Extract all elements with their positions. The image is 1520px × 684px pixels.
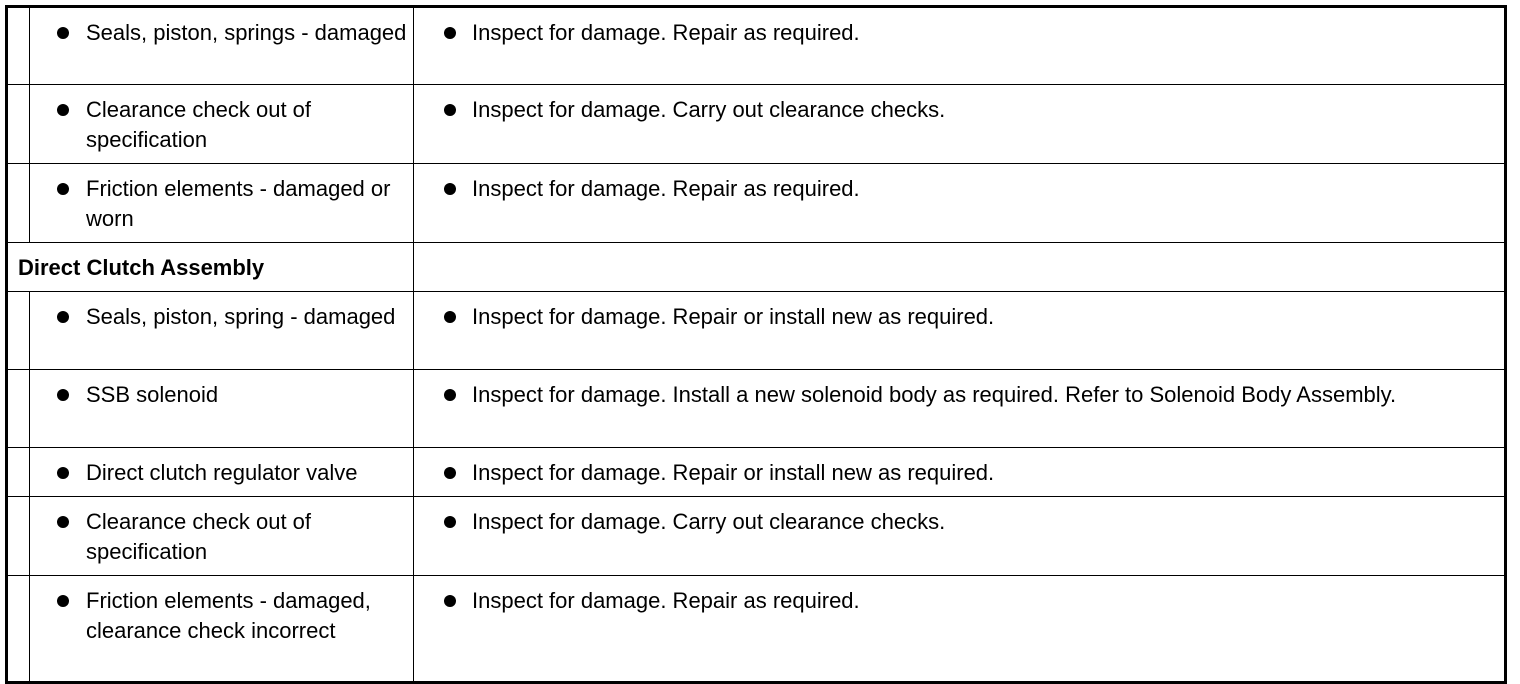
bullet-dot-icon (444, 27, 456, 39)
action-cell (414, 164, 1506, 243)
table-row (7, 164, 1506, 243)
condition-cell (30, 85, 414, 164)
bullet-dot-icon (57, 595, 69, 607)
indent-cell (7, 576, 30, 683)
indent-cell (7, 497, 30, 576)
indent-cell (7, 7, 30, 85)
action-text: Inspect for damage. Repair as required. (472, 588, 860, 613)
bullet-dot-icon (444, 104, 456, 116)
section-header-row (7, 243, 1506, 292)
bullet-dot-icon (57, 389, 69, 401)
condition-cell (30, 497, 414, 576)
table-row (7, 576, 1506, 683)
indent-cell (7, 85, 30, 164)
bullet-dot-icon (444, 516, 456, 528)
action-text: Inspect for damage. Install a new solenoid body as required. Refer to Solenoid Body Assembly. (472, 382, 1397, 407)
condition-cell (30, 370, 414, 448)
condition-text: SSB solenoid (86, 382, 219, 407)
bullet-dot-icon (444, 311, 456, 323)
condition-text: Clearance check out of specification (86, 97, 312, 152)
action-cell (414, 576, 1506, 683)
action-text: Inspect for damage. Repair as required. (472, 20, 860, 45)
action-cell (414, 370, 1506, 448)
indent-cell (7, 370, 30, 448)
action-cell (414, 292, 1506, 370)
table-row (7, 370, 1506, 448)
action-text: Inspect for damage. Carry out clearance checks. (472, 509, 946, 534)
bullet-dot-icon (444, 595, 456, 607)
condition-cell (30, 576, 414, 683)
table-row (7, 292, 1506, 370)
section-title: Direct Clutch Assembly (18, 255, 265, 280)
action-cell (414, 497, 1506, 576)
action-text: Inspect for damage. Repair or install new as required. (472, 460, 995, 485)
bullet-dot-icon (444, 183, 456, 195)
indent-cell (7, 164, 30, 243)
diagnosis-table (5, 5, 1507, 684)
table-row (7, 7, 1506, 85)
section-title-cell (7, 243, 414, 292)
table-row (7, 497, 1506, 576)
condition-cell (30, 164, 414, 243)
action-cell (414, 85, 1506, 164)
condition-cell (30, 448, 414, 497)
action-text: Inspect for damage. Carry out clearance checks. (472, 97, 946, 122)
action-text: Inspect for damage. Repair as required. (472, 176, 860, 201)
table-row (7, 448, 1506, 497)
condition-text: Seals, piston, springs - damaged (86, 20, 407, 45)
action-cell (414, 448, 1506, 497)
action-cell (414, 7, 1506, 85)
action-text: Inspect for damage. Repair or install new as required. (472, 304, 995, 329)
condition-text: Direct clutch regulator valve (86, 460, 358, 485)
bullet-dot-icon (444, 467, 456, 479)
condition-cell (30, 292, 414, 370)
table-row (7, 85, 1506, 164)
condition-text: Clearance check out of specification (86, 509, 312, 564)
bullet-dot-icon (57, 516, 69, 528)
condition-text: Seals, piston, spring - damaged (86, 304, 396, 329)
condition-cell (30, 7, 414, 85)
indent-cell (7, 448, 30, 497)
condition-text: Friction elements - damaged or worn (86, 176, 391, 231)
bullet-dot-icon (57, 311, 69, 323)
condition-text: Friction elements - damaged, clearance check incorrect (86, 588, 371, 643)
bullet-dot-icon (57, 104, 69, 116)
bullet-dot-icon (57, 183, 69, 195)
indent-cell (7, 292, 30, 370)
section-empty-cell (414, 243, 1506, 292)
bullet-dot-icon (57, 27, 69, 39)
bullet-dot-icon (57, 467, 69, 479)
bullet-dot-icon (444, 389, 456, 401)
